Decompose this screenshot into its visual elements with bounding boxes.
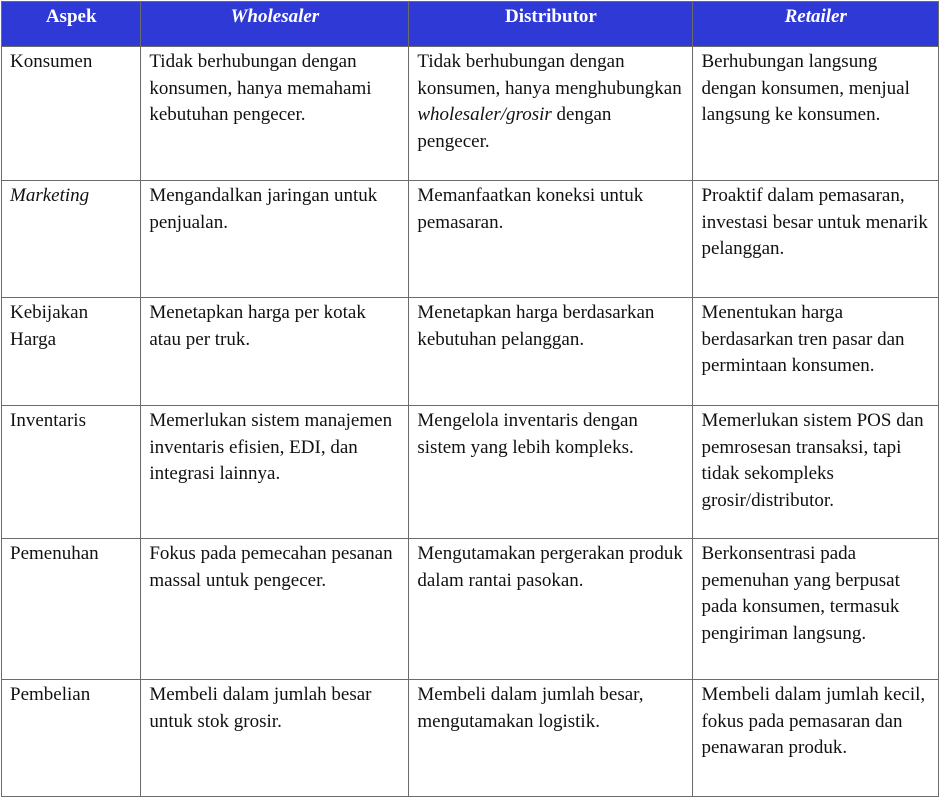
table-row	[2, 298, 939, 406]
cell-retailer: Berkonsentrasi pada pemenuhan yang berpusat pada konsumen, termasuk pengiriman langsung.	[693, 539, 939, 680]
cell-wholesaler: Membeli dalam jumlah besar untuk stok grosir.	[141, 680, 409, 797]
table-row	[2, 539, 939, 680]
cell-wholesaler: Menetapkan harga per kotak atau per truk.	[141, 298, 409, 406]
table-row	[2, 406, 939, 539]
cell-distributor: Mengelola inventaris dengan sistem yang lebih kompleks.	[409, 406, 693, 539]
cell-wholesaler: Mengandalkan jaringan untuk penjualan.	[141, 181, 409, 298]
table-header	[2, 2, 939, 47]
cell-retailer: Membeli dalam jumlah kecil, fokus pada pemasaran dan penawaran produk.	[693, 680, 939, 797]
table-body	[2, 47, 939, 797]
cell-distributor: Memanfaatkan koneksi untuk pemasaran.	[409, 181, 693, 298]
header-distributor: Distributor	[409, 2, 693, 47]
cell-aspek: Kebijakan Harga	[2, 298, 141, 406]
cell-distributor-text-italic: wholesaler/grosir	[417, 104, 552, 125]
cell-distributor-text-pre: Tidak berhubungan dengan konsumen, hanya menghubungkan	[417, 51, 682, 99]
cell-aspek: Pemenuhan	[2, 539, 141, 680]
cell-retailer: Berhubungan langsung dengan konsumen, menjual langsung ke konsumen.	[693, 47, 939, 181]
table-row	[2, 181, 939, 298]
cell-wholesaler: Memerlukan sistem manajemen inventaris efisien, EDI, dan integrasi lainnya.	[141, 406, 409, 539]
header-retailer: Retailer	[693, 2, 939, 47]
cell-aspek: Konsumen	[2, 47, 141, 181]
table-row	[2, 47, 939, 181]
cell-aspek: Pembelian	[2, 680, 141, 797]
cell-distributor-text-post: dengan pengecer.	[417, 104, 612, 152]
comparison-table	[1, 1, 939, 797]
cell-distributor: Membeli dalam jumlah besar, mengutamakan logistik.	[409, 680, 693, 797]
cell-distributor	[409, 47, 693, 181]
cell-distributor: Mengutamakan pergerakan produk dalam rantai pasokan.	[409, 539, 693, 680]
header-wholesaler: Wholesaler	[141, 2, 409, 47]
cell-aspek: Inventaris	[2, 406, 141, 539]
header-aspek: Aspek	[2, 2, 141, 47]
cell-retailer: Memerlukan sistem POS dan pemrosesan transaksi, tapi tidak sekompleks grosir/distributor.	[693, 406, 939, 539]
table-row	[2, 680, 939, 797]
header-row	[2, 2, 939, 47]
cell-retailer: Menentukan harga berdasarkan tren pasar dan permintaan konsumen.	[693, 298, 939, 406]
cell-wholesaler: Tidak berhubungan dengan konsumen, hanya memahami kebutuhan pengecer.	[141, 47, 409, 181]
cell-wholesaler: Fokus pada pemecahan pesanan massal untuk pengecer.	[141, 539, 409, 680]
cell-retailer: Proaktif dalam pemasaran, investasi besar untuk menarik pelanggan.	[693, 181, 939, 298]
cell-aspek: Marketing	[2, 181, 141, 298]
cell-distributor: Menetapkan harga berdasarkan kebutuhan pelanggan.	[409, 298, 693, 406]
